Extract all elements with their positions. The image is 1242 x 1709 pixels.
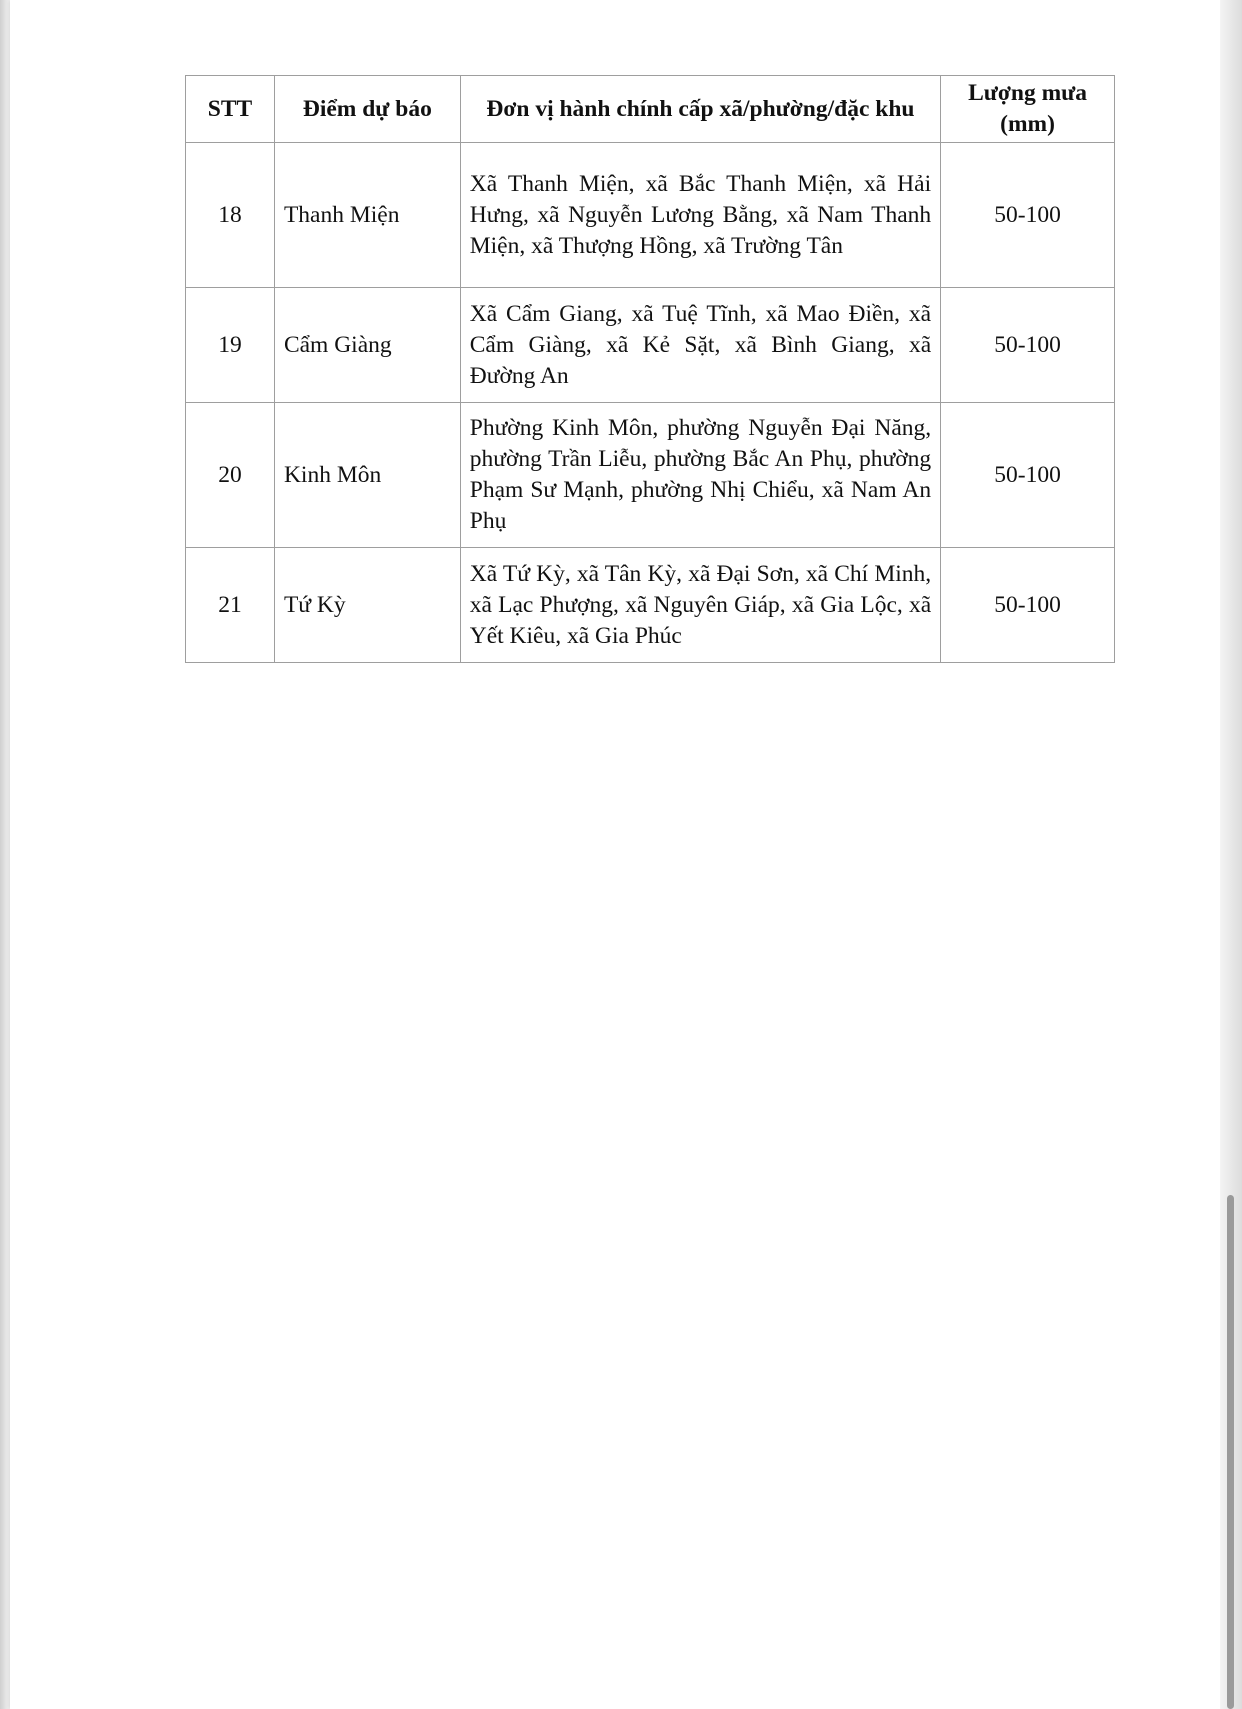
row-rainfall: 50-100 [941,143,1115,288]
row-forecast-point: Cẩm Giàng [274,288,460,403]
header-rainfall: Lượng mưa (mm) [941,76,1115,143]
document-page [10,0,1220,1709]
header-stt: STT [186,76,275,143]
row-stt: 20 [186,403,275,548]
rainfall-forecast-table [185,75,1115,663]
header-forecast-point: Điểm dự báo [274,76,460,143]
row-forecast-point: Kinh Môn [274,403,460,548]
table-row [186,403,1115,548]
header-admin-units: Đơn vị hành chính cấp xã/phường/đặc khu [460,76,940,143]
row-admin-units: Xã Cẩm Giang, xã Tuệ Tĩnh, xã Mao Điền, xã Cẩm Giàng, xã Kẻ Sặt, xã Bình Giang, xã Đường An [460,288,940,403]
row-admin-units: Phường Kinh Môn, phường Nguyễn Đại Năng, phường Trần Liễu, phường Bắc An Phụ, phường Phạm Sư Mạnh, phường Nhị Chiểu, xã Nam An Phụ [460,403,940,548]
table-header-row [186,76,1115,143]
row-stt: 21 [186,548,275,663]
row-rainfall: 50-100 [941,288,1115,403]
table-row [186,288,1115,403]
row-stt: 19 [186,288,275,403]
table-row [186,143,1115,288]
scrollbar-thumb[interactable] [1227,1195,1234,1709]
table-row [186,548,1115,663]
row-stt: 18 [186,143,275,288]
row-rainfall: 50-100 [941,403,1115,548]
row-admin-units: Xã Thanh Miện, xã Bắc Thanh Miện, xã Hải Hưng, xã Nguyễn Lương Bằng, xã Nam Thanh Miện, xã Thượng Hồng, xã Trường Tân [460,143,940,288]
row-rainfall: 50-100 [941,548,1115,663]
row-forecast-point: Thanh Miện [274,143,460,288]
scrollbar-track[interactable] [1220,0,1242,1709]
row-forecast-point: Tứ Kỳ [274,548,460,663]
row-admin-units: Xã Tứ Kỳ, xã Tân Kỳ, xã Đại Sơn, xã Chí Minh, xã Lạc Phượng, xã Nguyên Giáp, xã Gia Lộc, xã Yết Kiêu, xã Gia Phúc [460,548,940,663]
